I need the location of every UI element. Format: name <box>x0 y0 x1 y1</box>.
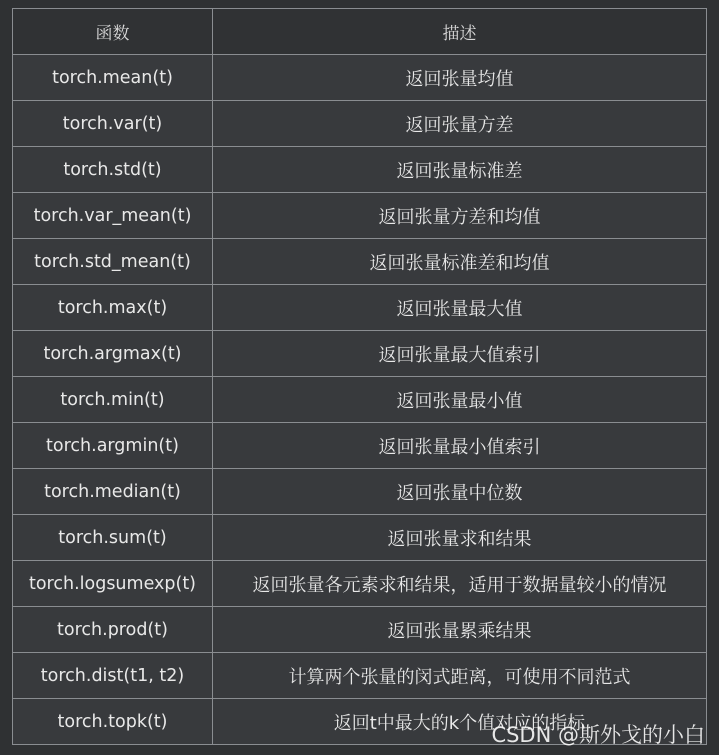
table-row <box>13 561 707 607</box>
header-description: 描述 <box>213 9 707 55</box>
table-row <box>13 193 707 239</box>
table-row <box>13 469 707 515</box>
description-cell: 返回张量最大值索引 <box>213 331 707 377</box>
description-cell: 返回张量均值 <box>213 55 707 101</box>
function-cell: torch.var(t) <box>13 101 213 147</box>
table-row <box>13 147 707 193</box>
function-cell: torch.topk(t) <box>13 699 213 745</box>
table-row <box>13 239 707 285</box>
function-cell: torch.median(t) <box>13 469 213 515</box>
table-header <box>13 9 707 55</box>
function-cell: torch.dist(t1, t2) <box>13 653 213 699</box>
function-cell: torch.logsumexp(t) <box>13 561 213 607</box>
description-cell: 返回t中最大的k个值对应的指标 <box>213 699 707 745</box>
function-table-container <box>12 8 706 745</box>
csdn-watermark: CSDN @斯外戈的小白 <box>491 723 705 747</box>
function-cell: torch.min(t) <box>13 377 213 423</box>
description-cell: 计算两个张量的闵式距离，可使用不同范式 <box>213 653 707 699</box>
function-cell: torch.std(t) <box>13 147 213 193</box>
table-row <box>13 55 707 101</box>
function-cell: torch.prod(t) <box>13 607 213 653</box>
header-row <box>13 9 707 55</box>
description-cell: 返回张量最大值 <box>213 285 707 331</box>
function-table <box>12 8 707 745</box>
function-cell: torch.argmin(t) <box>13 423 213 469</box>
table-row <box>13 607 707 653</box>
table-row <box>13 331 707 377</box>
description-cell: 返回张量方差和均值 <box>213 193 707 239</box>
table-row <box>13 285 707 331</box>
description-cell: 返回张量标准差 <box>213 147 707 193</box>
description-cell: 返回张量最小值索引 <box>213 423 707 469</box>
table-row <box>13 699 707 745</box>
description-cell: 返回张量最小值 <box>213 377 707 423</box>
description-cell: 返回张量方差 <box>213 101 707 147</box>
table-body <box>13 55 707 745</box>
description-cell: 返回张量标准差和均值 <box>213 239 707 285</box>
function-cell: torch.std_mean(t) <box>13 239 213 285</box>
function-cell: torch.sum(t) <box>13 515 213 561</box>
description-cell: 返回张量求和结果 <box>213 515 707 561</box>
function-cell: torch.var_mean(t) <box>13 193 213 239</box>
description-cell: 返回张量各元素求和结果，适用于数据量较小的情况 <box>213 561 707 607</box>
table-row <box>13 101 707 147</box>
table-row <box>13 653 707 699</box>
function-cell: torch.argmax(t) <box>13 331 213 377</box>
function-cell: torch.max(t) <box>13 285 213 331</box>
table-row <box>13 515 707 561</box>
table-row <box>13 423 707 469</box>
description-cell: 返回张量累乘结果 <box>213 607 707 653</box>
function-cell: torch.mean(t) <box>13 55 213 101</box>
table-row <box>13 377 707 423</box>
description-cell: 返回张量中位数 <box>213 469 707 515</box>
header-function: 函数 <box>13 9 213 55</box>
